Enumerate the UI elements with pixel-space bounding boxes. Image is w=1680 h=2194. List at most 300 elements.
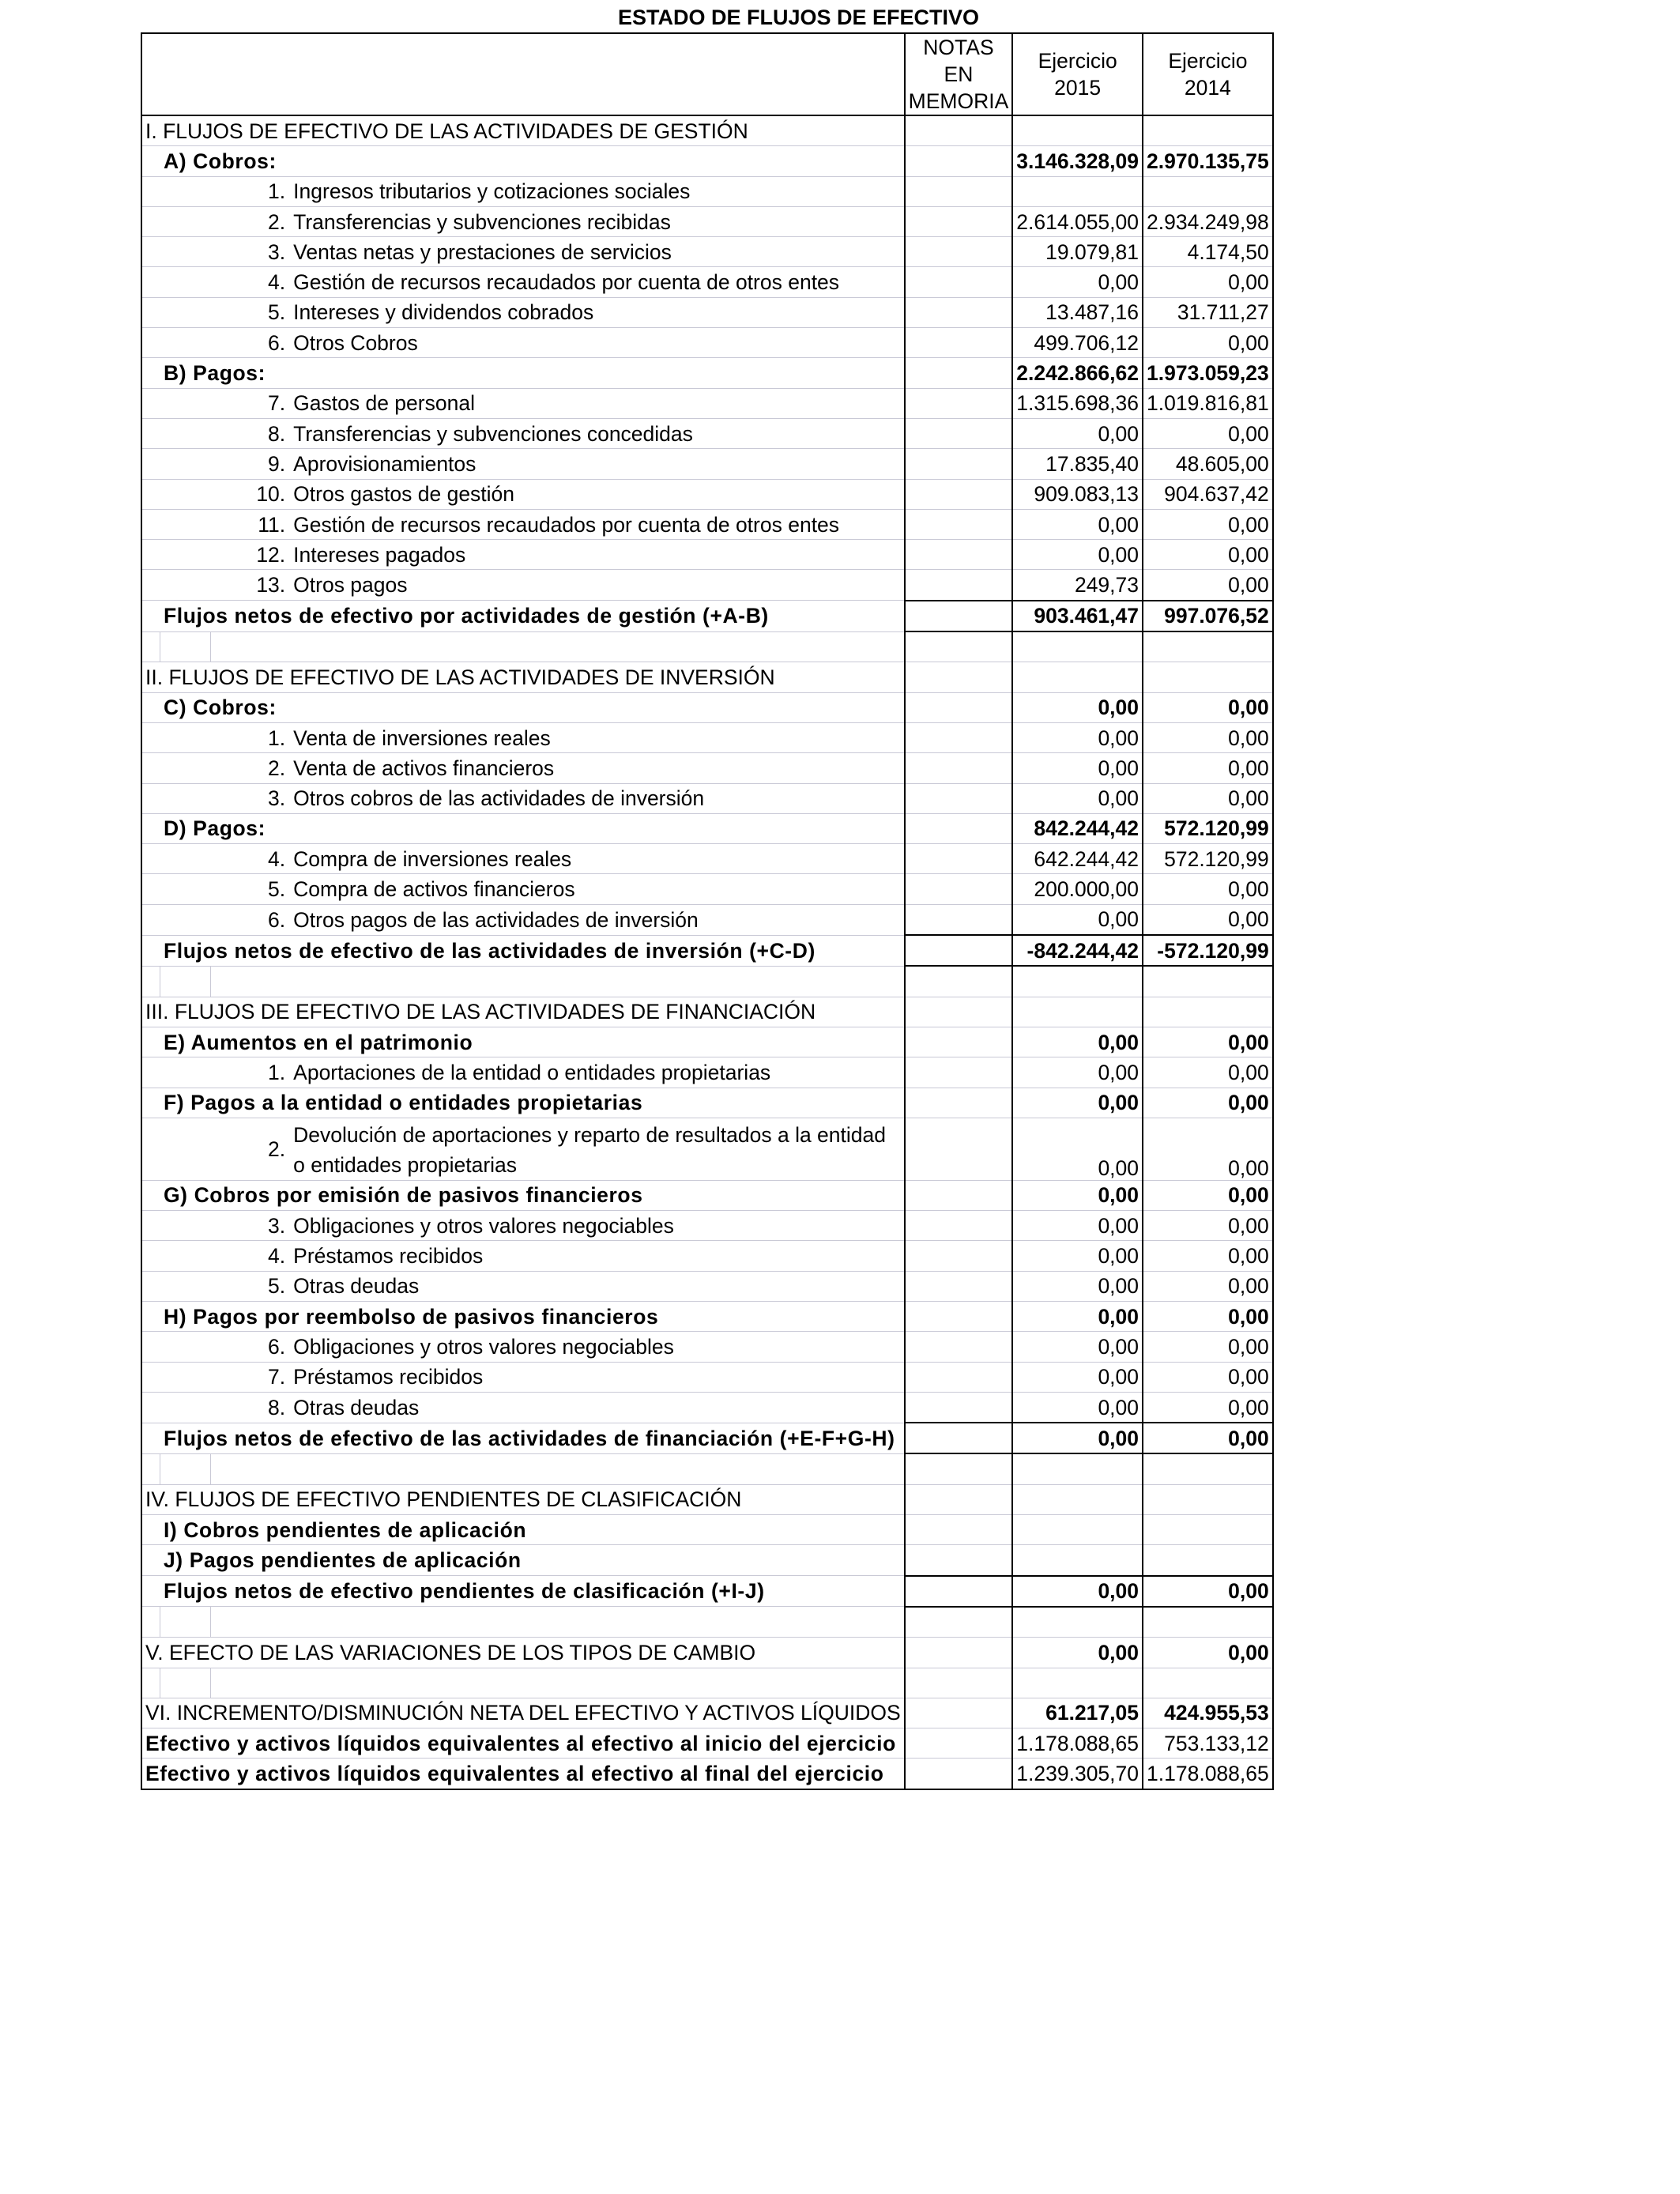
group-row <box>141 692 1273 722</box>
value-2015: 3.146.328,09 <box>1012 146 1143 176</box>
value-2014: 31.711,27 <box>1143 297 1273 327</box>
blank-row <box>141 1453 1273 1484</box>
indent-cell <box>141 570 160 601</box>
value-2014: 0,00 <box>1143 753 1273 783</box>
value-2014: 0,00 <box>1143 418 1273 448</box>
item-label: Otros pagos de las actividades de inversión <box>290 904 905 935</box>
value-2015: 2.242.866,62 <box>1012 358 1143 388</box>
value-2015: 1.239.305,70 <box>1012 1759 1143 1789</box>
value-2015: 0,00 <box>1012 509 1143 539</box>
indent-cell <box>141 479 160 509</box>
indent-cell <box>141 1332 160 1362</box>
notes-cell <box>905 1301 1013 1331</box>
value-2015: 0,00 <box>1012 1088 1143 1118</box>
group-row <box>141 813 1273 843</box>
item-number: 1. <box>211 1057 290 1088</box>
value-2015 <box>1012 966 1143 997</box>
value-2015 <box>1012 1515 1143 1545</box>
notes-cell <box>905 1271 1013 1301</box>
item-number: 3. <box>211 1211 290 1241</box>
item-number: 7. <box>211 1362 290 1392</box>
indent-cell <box>160 509 211 539</box>
indent-cell <box>160 328 211 358</box>
value-2014 <box>1143 1484 1273 1514</box>
value-2014: 904.637,42 <box>1143 479 1273 509</box>
item-number: 8. <box>211 1392 290 1423</box>
value-2015: 0,00 <box>1012 783 1143 813</box>
item-number: 6. <box>211 904 290 935</box>
value-2014: 0,00 <box>1143 1057 1273 1088</box>
value-2014: 0,00 <box>1143 570 1273 601</box>
notes-cell <box>905 1241 1013 1271</box>
notes-cell <box>905 206 1013 236</box>
section-row <box>141 115 1273 146</box>
value-2014: 4.174,50 <box>1143 237 1273 267</box>
value-2014: 0,00 <box>1143 540 1273 570</box>
item-number: 4. <box>211 267 290 297</box>
value-2014 <box>1143 631 1273 662</box>
notes-cell <box>905 297 1013 327</box>
group-label: J) Pagos pendientes de aplicación <box>160 1545 905 1576</box>
line-item-row <box>141 237 1273 267</box>
value-2014: 0,00 <box>1143 904 1273 935</box>
empty-cell <box>211 1668 905 1698</box>
value-2015: -842.244,42 <box>1012 935 1143 966</box>
value-2014: 0,00 <box>1143 509 1273 539</box>
value-2014: 0,00 <box>1143 692 1273 722</box>
item-number: 13. <box>211 570 290 601</box>
item-number: 7. <box>211 388 290 418</box>
indent-cell <box>160 1241 211 1271</box>
item-number: 6. <box>211 1332 290 1362</box>
group-label: A) Cobros: <box>160 146 905 176</box>
line-item-row <box>141 1118 1273 1180</box>
item-label: Transferencias y subvenciones concedidas <box>290 418 905 448</box>
item-label: Ingresos tributarios y cotizaciones sociales <box>290 176 905 206</box>
indent-cell <box>160 237 211 267</box>
indent-cell <box>160 722 211 752</box>
notes-cell <box>905 601 1013 631</box>
notes-cell <box>905 1211 1013 1241</box>
value-2014: 424.955,53 <box>1143 1698 1273 1728</box>
item-number: 6. <box>211 328 290 358</box>
item-label: Gestión de recursos recaudados por cuenta de otros entes <box>290 267 905 297</box>
value-2014: 0,00 <box>1143 1211 1273 1241</box>
item-number: 1. <box>211 176 290 206</box>
indent-cell <box>160 753 211 783</box>
notes-cell <box>905 509 1013 539</box>
item-label: Compra de inversiones reales <box>290 844 905 874</box>
value-2014 <box>1143 176 1273 206</box>
notes-cell <box>905 358 1013 388</box>
indent-cell <box>160 449 211 479</box>
value-2015: 0,00 <box>1012 1180 1143 1210</box>
value-2014: 0,00 <box>1143 328 1273 358</box>
indent-cell <box>141 418 160 448</box>
indent-cell <box>141 935 160 966</box>
indent-cell <box>141 1545 160 1576</box>
total-row <box>141 1576 1273 1607</box>
line-item-row <box>141 1271 1273 1301</box>
value-2015: 249,73 <box>1012 570 1143 601</box>
value-2015: 909.083,13 <box>1012 479 1143 509</box>
group-label: I) Cobros pendientes de aplicación <box>160 1515 905 1545</box>
notes-cell <box>905 267 1013 297</box>
notes-cell <box>905 540 1013 570</box>
header-notas: NOTAS EN MEMORIA <box>905 33 1013 115</box>
line-item-row <box>141 1211 1273 1241</box>
notes-cell <box>905 570 1013 601</box>
notes-cell <box>905 966 1013 997</box>
value-2015: 61.217,05 <box>1012 1698 1143 1728</box>
value-2014: 0,00 <box>1143 1180 1273 1210</box>
value-2015: 0,00 <box>1012 1241 1143 1271</box>
group-row <box>141 1545 1273 1576</box>
notes-cell <box>905 722 1013 752</box>
value-2014: 0,00 <box>1143 1301 1273 1331</box>
line-item-row <box>141 479 1273 509</box>
notes-cell <box>905 1057 1013 1088</box>
value-2015: 0,00 <box>1012 1392 1143 1423</box>
indent-cell <box>141 1118 160 1180</box>
value-2014: 0,00 <box>1143 874 1273 904</box>
item-number: 8. <box>211 418 290 448</box>
header-row <box>141 33 1273 115</box>
empty-cell <box>160 1453 211 1484</box>
value-2014: 0,00 <box>1143 1241 1273 1271</box>
item-label: Otros pagos <box>290 570 905 601</box>
notes-cell <box>905 388 1013 418</box>
indent-cell <box>160 874 211 904</box>
indent-cell <box>141 601 160 631</box>
value-2014: 0,00 <box>1143 1118 1273 1180</box>
value-2014: -572.120,99 <box>1143 935 1273 966</box>
value-2015: 0,00 <box>1012 418 1143 448</box>
empty-cell <box>141 1668 160 1698</box>
item-label: Otros cobros de las actividades de inversión <box>290 783 905 813</box>
section-label: II. FLUJOS DE EFECTIVO DE LAS ACTIVIDADES DE INVERSIÓN <box>141 662 905 692</box>
item-number: 5. <box>211 297 290 327</box>
indent-cell <box>141 1057 160 1088</box>
line-item-row <box>141 1241 1273 1271</box>
value-2014: 753.133,12 <box>1143 1728 1273 1759</box>
notes-cell <box>905 1759 1013 1789</box>
value-2014 <box>1143 1453 1273 1484</box>
value-2014: 572.120,99 <box>1143 844 1273 874</box>
line-item-row <box>141 874 1273 904</box>
notes-cell <box>905 631 1013 662</box>
balance-label: Efectivo y activos líquidos equivalentes al efectivo al final del ejercicio <box>141 1759 905 1789</box>
item-label: Intereses pagados <box>290 540 905 570</box>
notes-cell <box>905 176 1013 206</box>
empty-cell <box>211 1453 905 1484</box>
total-label: Flujos netos de efectivo de las actividades de inversión (+C-D) <box>160 935 905 966</box>
total-label: Flujos netos de efectivo de las actividades de financiación (+E-F+G-H) <box>160 1423 905 1453</box>
indent-cell <box>160 844 211 874</box>
value-2015: 842.244,42 <box>1012 813 1143 843</box>
value-2014: 0,00 <box>1143 783 1273 813</box>
line-item-row <box>141 783 1273 813</box>
indent-cell <box>141 692 160 722</box>
value-2014 <box>1143 1515 1273 1545</box>
notes-cell <box>905 1118 1013 1180</box>
item-label: Ventas netas y prestaciones de servicios <box>290 237 905 267</box>
item-label: Otras deudas <box>290 1392 905 1423</box>
group-label: G) Cobros por emisión de pasivos financieros <box>160 1180 905 1210</box>
line-item-row <box>141 388 1273 418</box>
value-2015: 0,00 <box>1012 540 1143 570</box>
indent-cell <box>141 328 160 358</box>
item-label: Obligaciones y otros valores negociables <box>290 1332 905 1362</box>
line-item-row <box>141 1362 1273 1392</box>
indent-cell <box>141 844 160 874</box>
notes-cell <box>905 997 1013 1027</box>
line-item-row <box>141 176 1273 206</box>
notes-cell <box>905 1027 1013 1057</box>
indent-cell <box>141 297 160 327</box>
value-2014: 0,00 <box>1143 1423 1273 1453</box>
empty-cell <box>211 966 905 997</box>
section-label: I. FLUJOS DE EFECTIVO DE LAS ACTIVIDADES DE GESTIÓN <box>141 115 905 146</box>
notes-cell <box>905 1423 1013 1453</box>
notes-cell <box>905 874 1013 904</box>
empty-cell <box>141 966 160 997</box>
item-label: Gastos de personal <box>290 388 905 418</box>
value-2015: 1.178.088,65 <box>1012 1728 1143 1759</box>
value-2015: 0,00 <box>1012 692 1143 722</box>
notes-cell <box>905 1392 1013 1423</box>
value-2015 <box>1012 115 1143 146</box>
indent-cell <box>141 1301 160 1331</box>
value-2015: 903.461,47 <box>1012 601 1143 631</box>
notes-cell <box>905 1180 1013 1210</box>
notes-cell <box>905 662 1013 692</box>
value-2014: 572.120,99 <box>1143 813 1273 843</box>
item-number: 2. <box>211 753 290 783</box>
item-number: 9. <box>211 449 290 479</box>
indent-cell <box>141 874 160 904</box>
indent-cell <box>160 1332 211 1362</box>
blank-row <box>141 1607 1273 1638</box>
item-number: 2. <box>211 206 290 236</box>
item-label: Venta de activos financieros <box>290 753 905 783</box>
cash-flow-table <box>141 32 1274 1790</box>
indent-cell <box>160 783 211 813</box>
indent-cell <box>141 509 160 539</box>
indent-cell <box>141 1362 160 1392</box>
indent-cell <box>141 176 160 206</box>
indent-cell <box>160 1271 211 1301</box>
line-item-row <box>141 722 1273 752</box>
item-label: Aprovisionamientos <box>290 449 905 479</box>
value-2014: 0,00 <box>1143 1576 1273 1607</box>
total-row <box>141 601 1273 631</box>
value-2014: 48.605,00 <box>1143 449 1273 479</box>
item-number: 3. <box>211 237 290 267</box>
indent-cell <box>141 1576 160 1607</box>
item-label: Transferencias y subvenciones recibidas <box>290 206 905 236</box>
line-item-row <box>141 418 1273 448</box>
indent-cell <box>160 1057 211 1088</box>
item-number: 10. <box>211 479 290 509</box>
indent-cell <box>160 297 211 327</box>
value-2014: 1.178.088,65 <box>1143 1759 1273 1789</box>
item-number: 12. <box>211 540 290 570</box>
value-2014: 0,00 <box>1143 1271 1273 1301</box>
value-2015 <box>1012 631 1143 662</box>
group-row <box>141 1027 1273 1057</box>
indent-cell <box>160 418 211 448</box>
cash-balance-row <box>141 1728 1273 1759</box>
indent-cell <box>160 1118 211 1180</box>
value-2015: 2.614.055,00 <box>1012 206 1143 236</box>
notes-cell <box>905 115 1013 146</box>
total-label: Flujos netos de efectivo pendientes de clasificación (+I-J) <box>160 1576 905 1607</box>
notes-cell <box>905 1698 1013 1728</box>
value-2014: 2.970.135,75 <box>1143 146 1273 176</box>
value-2014: 0,00 <box>1143 1027 1273 1057</box>
item-label: Aportaciones de la entidad o entidades propietarias <box>290 1057 905 1088</box>
section-row <box>141 1638 1273 1668</box>
group-label: H) Pagos por reembolso de pasivos financieros <box>160 1301 905 1331</box>
value-2015: 499.706,12 <box>1012 328 1143 358</box>
section-label: VI. INCREMENTO/DISMINUCIÓN NETA DEL EFECTIVO Y ACTIVOS LÍQUIDOS <box>141 1698 905 1728</box>
value-2014 <box>1143 1668 1273 1698</box>
line-item-row <box>141 904 1273 935</box>
line-item-row <box>141 540 1273 570</box>
indent-cell <box>141 1392 160 1423</box>
value-2015: 0,00 <box>1012 1638 1143 1668</box>
value-2014: 1.019.816,81 <box>1143 388 1273 418</box>
header-year-2014: Ejercicio 2014 <box>1143 33 1273 115</box>
line-item-row <box>141 509 1273 539</box>
line-item-row <box>141 1392 1273 1423</box>
line-item-row <box>141 267 1273 297</box>
value-2014 <box>1143 1607 1273 1638</box>
notes-cell <box>905 692 1013 722</box>
item-label: Préstamos recibidos <box>290 1241 905 1271</box>
empty-cell <box>160 966 211 997</box>
value-2015 <box>1012 1484 1143 1514</box>
line-item-row <box>141 328 1273 358</box>
value-2014: 0,00 <box>1143 1088 1273 1118</box>
value-2015: 1.315.698,36 <box>1012 388 1143 418</box>
notes-cell <box>905 783 1013 813</box>
group-label: C) Cobros: <box>160 692 905 722</box>
notes-cell <box>905 813 1013 843</box>
value-2015 <box>1012 1668 1143 1698</box>
table-body <box>141 33 1273 1789</box>
value-2015: 0,00 <box>1012 722 1143 752</box>
indent-cell <box>141 540 160 570</box>
notes-cell <box>905 1668 1013 1698</box>
empty-cell <box>160 631 211 662</box>
value-2015: 0,00 <box>1012 1118 1143 1180</box>
group-row <box>141 1180 1273 1210</box>
value-2014 <box>1143 997 1273 1027</box>
group-label: F) Pagos a la entidad o entidades propietarias <box>160 1088 905 1118</box>
notes-cell <box>905 479 1013 509</box>
document-title: ESTADO DE FLUJOS DE EFECTIVO <box>617 6 980 29</box>
value-2015: 0,00 <box>1012 1271 1143 1301</box>
value-2014: 0,00 <box>1143 267 1273 297</box>
value-2014: 0,00 <box>1143 1392 1273 1423</box>
group-label: B) Pagos: <box>160 358 905 388</box>
item-label: Otros Cobros <box>290 328 905 358</box>
group-row <box>141 1088 1273 1118</box>
section-row <box>141 997 1273 1027</box>
value-2014 <box>1143 662 1273 692</box>
value-2014: 2.934.249,98 <box>1143 206 1273 236</box>
value-2015: 13.487,16 <box>1012 297 1143 327</box>
item-label: Préstamos recibidos <box>290 1362 905 1392</box>
notes-cell <box>905 753 1013 783</box>
notes-cell <box>905 1545 1013 1576</box>
header-year-2015: Ejercicio 2015 <box>1012 33 1143 115</box>
item-label: Gestión de recursos recaudados por cuenta de otros entes <box>290 509 905 539</box>
notes-cell <box>905 146 1013 176</box>
group-row <box>141 1301 1273 1331</box>
item-label: Venta de inversiones reales <box>290 722 905 752</box>
value-2015: 200.000,00 <box>1012 874 1143 904</box>
value-2015: 0,00 <box>1012 1423 1143 1453</box>
value-2015: 0,00 <box>1012 267 1143 297</box>
item-label: Compra de activos financieros <box>290 874 905 904</box>
item-label: Otros gastos de gestión <box>290 479 905 509</box>
value-2015 <box>1012 1607 1143 1638</box>
value-2014 <box>1143 1545 1273 1576</box>
line-item-row <box>141 449 1273 479</box>
group-row <box>141 146 1273 176</box>
value-2015: 0,00 <box>1012 1362 1143 1392</box>
value-2015 <box>1012 1453 1143 1484</box>
indent-cell <box>160 206 211 236</box>
line-item-row <box>141 753 1273 783</box>
indent-cell <box>141 388 160 418</box>
indent-cell <box>141 206 160 236</box>
item-label: Devolución de aportaciones y reparto de resultados a la entidad o entidades propietarias <box>290 1118 905 1180</box>
value-2015: 0,00 <box>1012 1057 1143 1088</box>
value-2014: 0,00 <box>1143 722 1273 752</box>
notes-cell <box>905 935 1013 966</box>
notes-cell <box>905 1515 1013 1545</box>
indent-cell <box>160 904 211 935</box>
indent-cell <box>141 1211 160 1241</box>
item-number: 1. <box>211 722 290 752</box>
notes-cell <box>905 1638 1013 1668</box>
group-row <box>141 358 1273 388</box>
value-2014: 0,00 <box>1143 1362 1273 1392</box>
blank-row <box>141 966 1273 997</box>
blank-row <box>141 631 1273 662</box>
indent-cell <box>141 1241 160 1271</box>
header-label-cell <box>141 33 905 115</box>
indent-cell <box>160 1211 211 1241</box>
notes-cell <box>905 418 1013 448</box>
value-2014: 0,00 <box>1143 1638 1273 1668</box>
indent-cell <box>141 267 160 297</box>
empty-cell <box>211 1607 905 1638</box>
item-number: 3. <box>211 783 290 813</box>
item-label: Obligaciones y otros valores negociables <box>290 1211 905 1241</box>
indent-cell <box>141 813 160 843</box>
indent-cell <box>141 1423 160 1453</box>
indent-cell <box>160 540 211 570</box>
group-row <box>141 1515 1273 1545</box>
notes-cell <box>905 1362 1013 1392</box>
indent-cell <box>141 146 160 176</box>
total-row <box>141 1423 1273 1453</box>
